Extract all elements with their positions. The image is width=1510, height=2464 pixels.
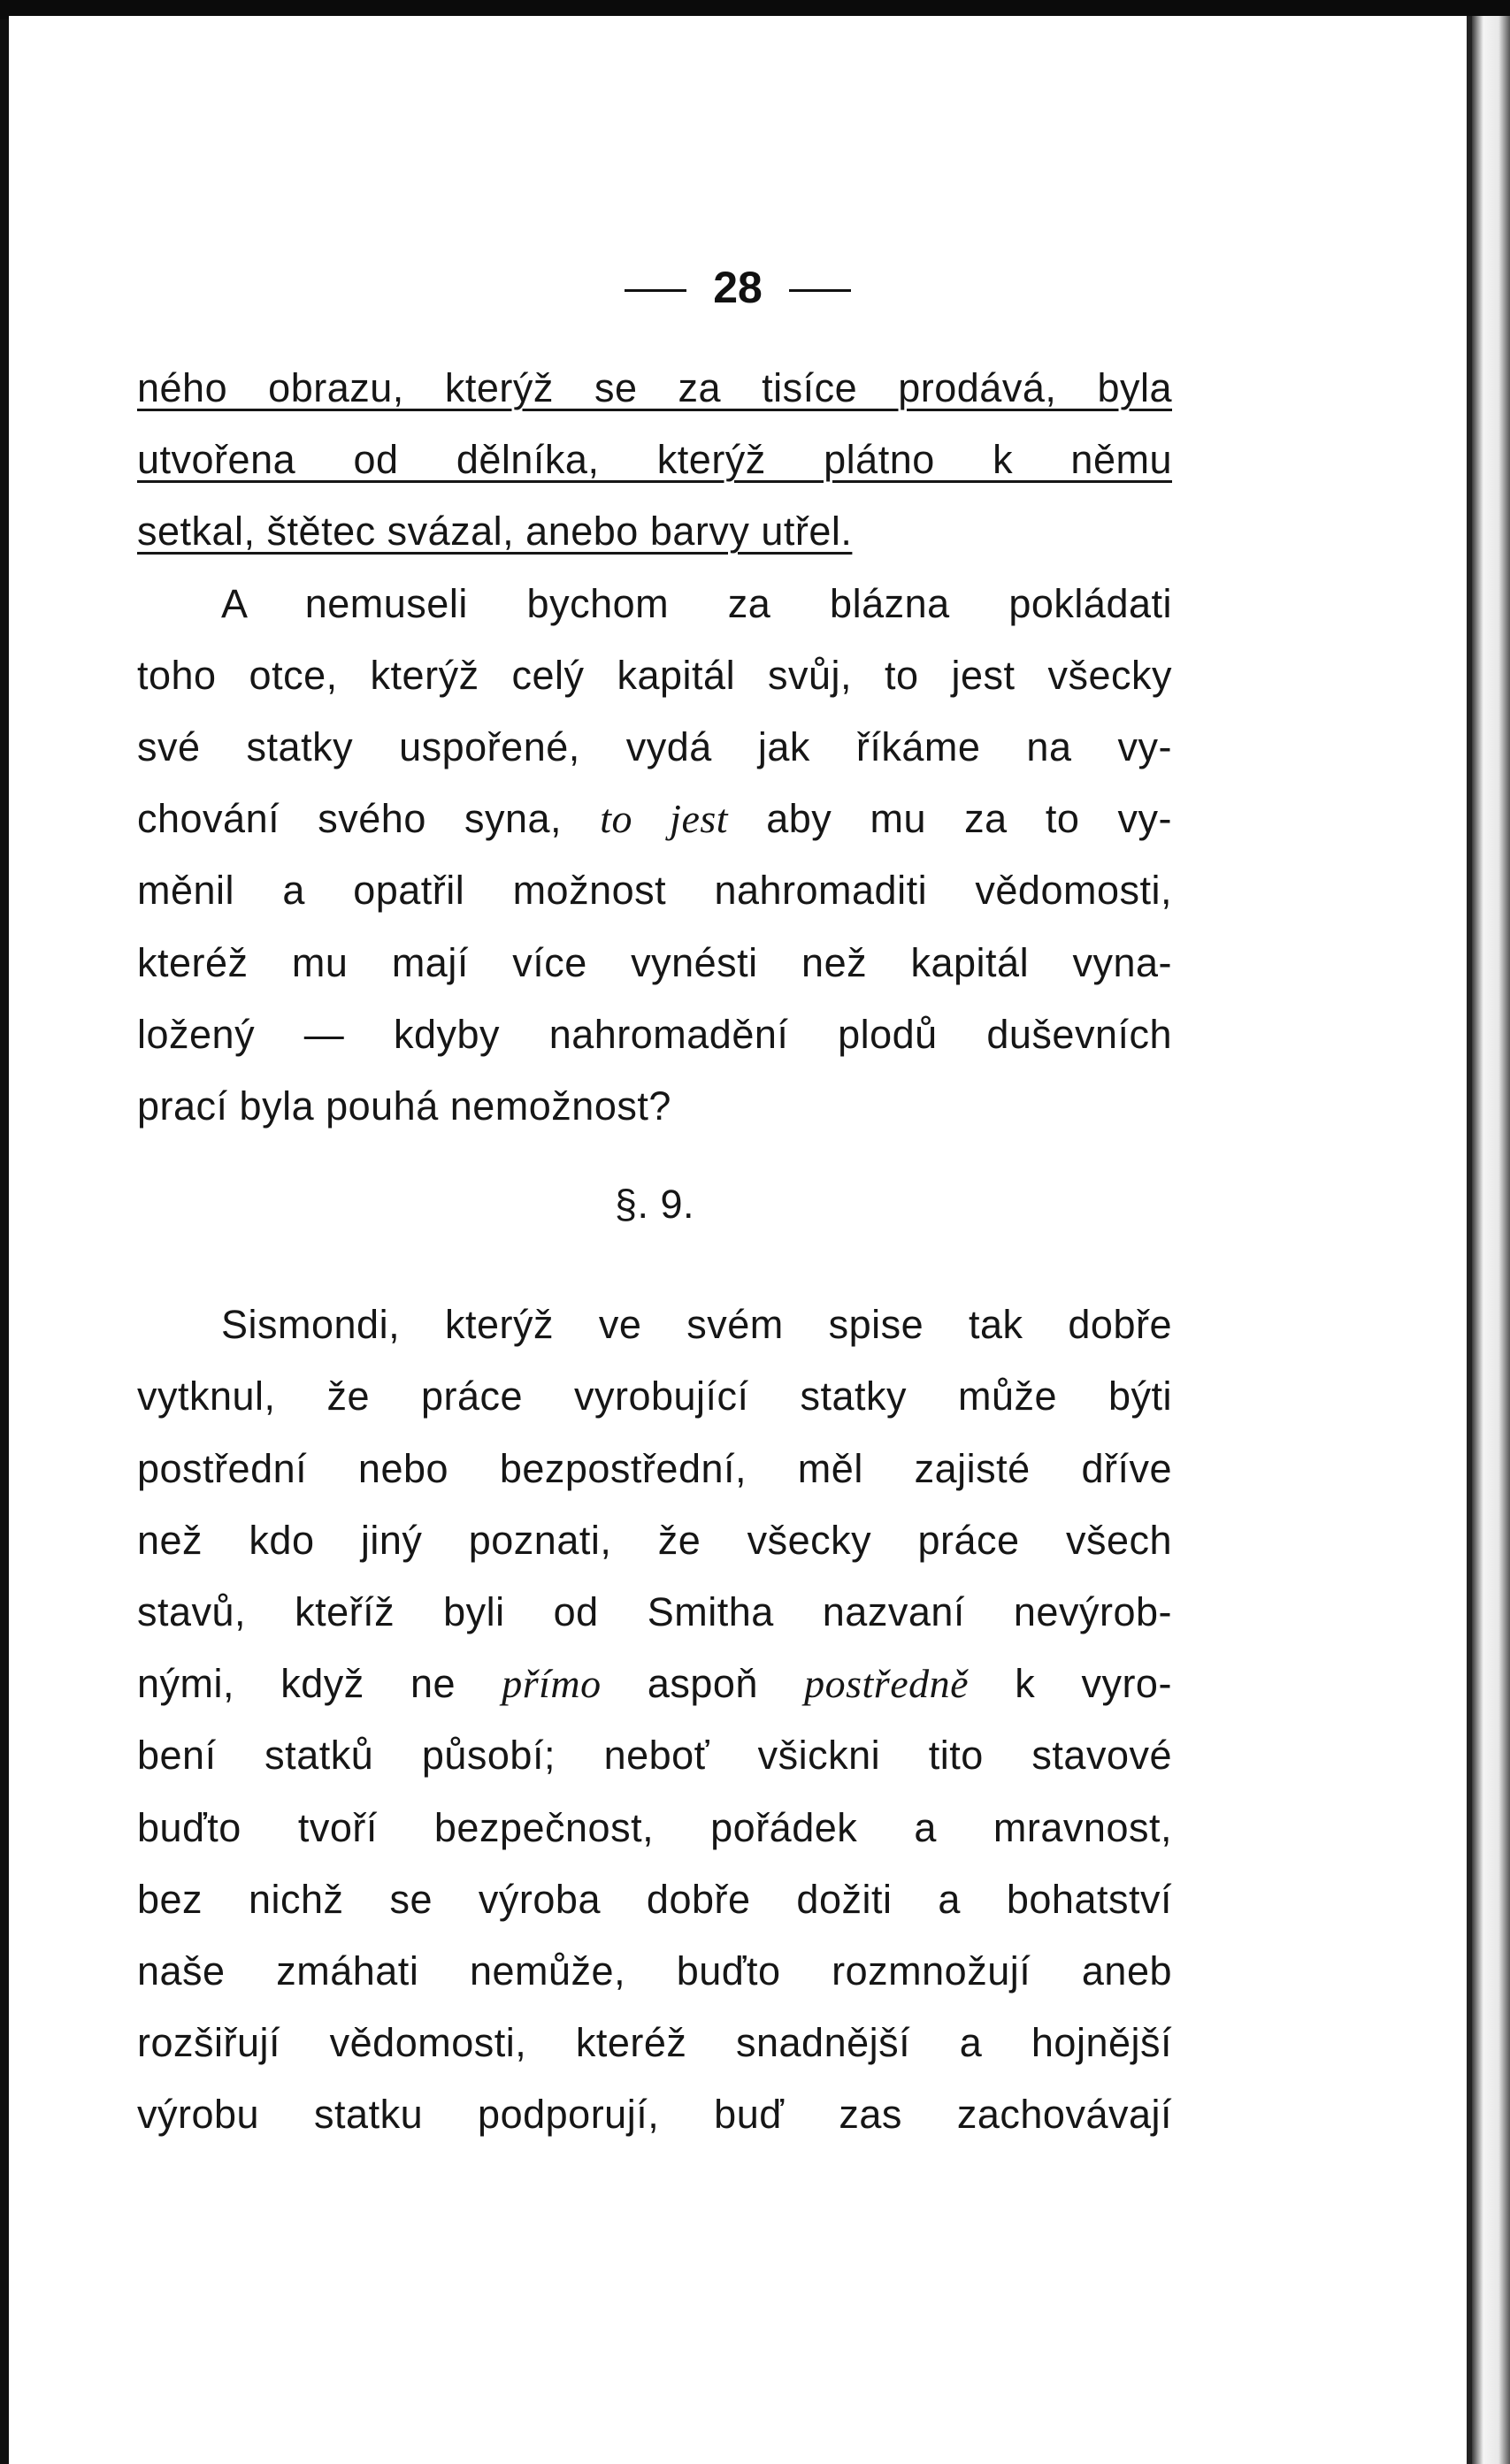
text-fragment: nými, když ne [137, 1661, 456, 1707]
book-page [9, 16, 1472, 2464]
text-line: ného obrazu, kterýž se za tisíce prodává, byla [137, 365, 1172, 410]
text-line [137, 783, 1172, 854]
header-dash-left [625, 289, 686, 292]
text-line: toho otce, kterýž celý kapitál svůj, to jest všecky [137, 652, 1172, 698]
page-body [137, 352, 1172, 2151]
text-line: měnil a opatřil možnost nahromaditi vědomosti, [137, 868, 1172, 914]
text-line: vytknul, že práce vyrobující statky může býti [137, 1374, 1172, 1419]
text-line: utvořena od dělníka, kterýž plátno k němu [137, 437, 1172, 483]
text-line: naše zmáhati nemůže, buďto rozmnožují aneb [137, 1947, 1172, 1993]
text-line: než kdo jiný poznati, že všecky práce všech [137, 1517, 1172, 1563]
header-dash-right [789, 289, 851, 292]
text-line: bení statků působí; neboť všickni tito stavové [137, 1733, 1172, 1779]
text-fragment: aspoň [647, 1661, 758, 1707]
text-line: setkal, štětec svázal, anebo barvy utřel. [137, 509, 853, 555]
text-line: kteréž mu mají více vynésti než kapitál vyna- [137, 939, 1172, 985]
adjacent-page-edge [1472, 16, 1510, 2464]
text-line: A nemuseli bychom za blázna pokládati [221, 580, 1172, 626]
page-header [9, 262, 1467, 313]
text-line: postřední nebo bezpostřední, měl zajisté dříve [137, 1445, 1172, 1491]
text-line: Sismondi, kterýž ve svém spise tak dobře [221, 1302, 1172, 1348]
italic-to-jest: to jest [600, 796, 729, 842]
section-heading: §. 9. [614, 1182, 695, 1228]
text-line [137, 1648, 1172, 1719]
text-line: ložený — kdyby nahromadění plodů duševních [137, 1011, 1172, 1057]
italic-postredne: postředně [804, 1661, 970, 1707]
text-line: buďto tvoří bezpečnost, pořádek a mravnost, [137, 1804, 1172, 1850]
text-line: své statky uspořené, vydá jak říkáme na vy- [137, 723, 1172, 769]
italic-primo: přímo [502, 1661, 602, 1707]
page-number: 28 [713, 263, 763, 312]
text-line: stavů, kteříž byli od Smitha nazvaní nevýrob- [137, 1589, 1172, 1634]
text-line: bez nichž se výroba dobře dožiti a bohatství [137, 1876, 1172, 1922]
text-fragment: k vyro- [1015, 1661, 1172, 1707]
text-fragment: chování svého syna, [137, 796, 563, 842]
text-line: prací byla pouhá nemožnost? [137, 1083, 671, 1129]
text-line: výrobu statku podporují, buď zas zachovávají [137, 2092, 1172, 2138]
text-fragment: aby mu za to vy- [766, 796, 1172, 842]
text-line: rozšiřují vědomosti, kteréž snadnější a hojnější [137, 2020, 1172, 2066]
